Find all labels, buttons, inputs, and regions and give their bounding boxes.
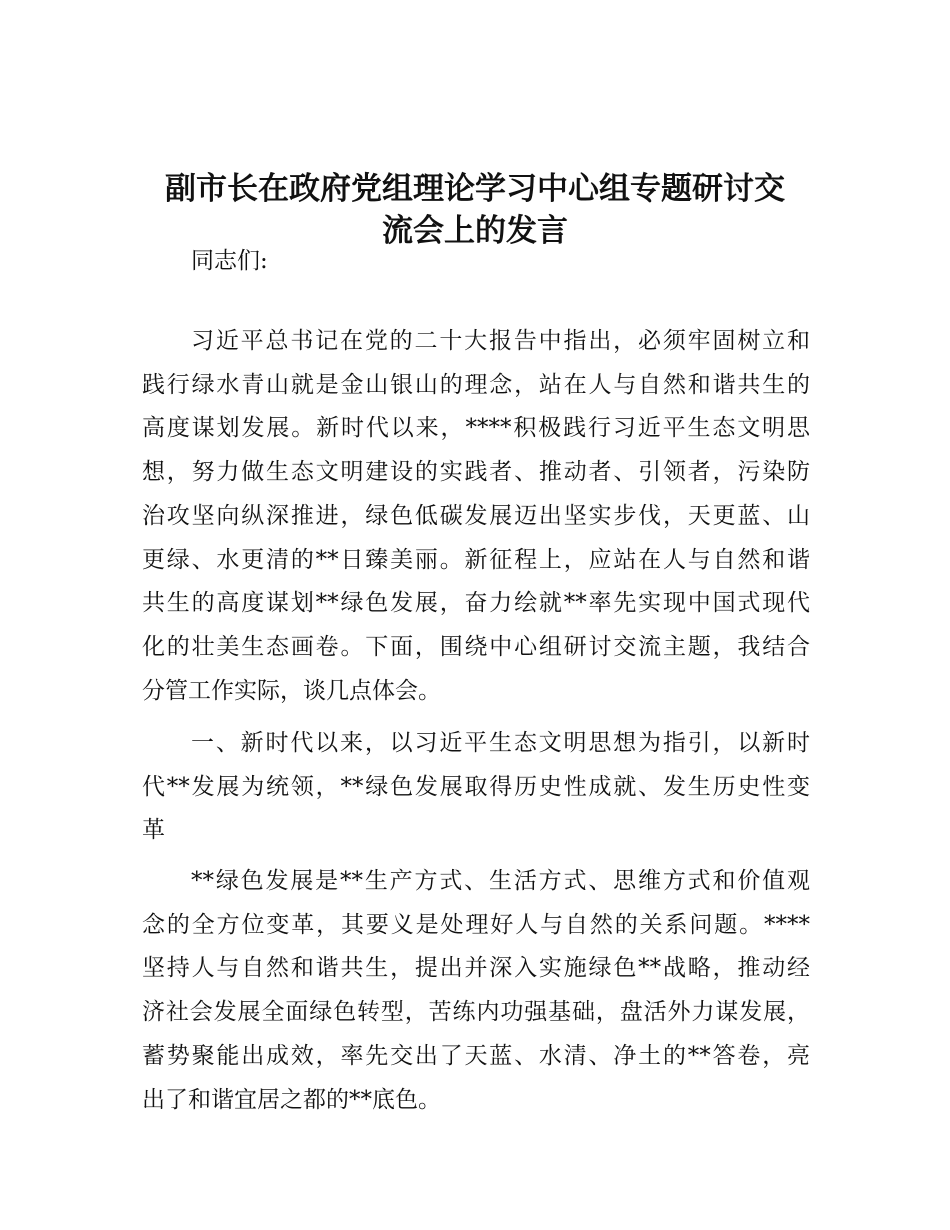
document-title-line-2: 流会上的发言: [382, 213, 568, 249]
paragraph-2-line: 一、新时代以来，以习近平生态文明思想为指引，以新时: [191, 730, 810, 756]
paragraph-3-line: **绿色发展是**生产方式、生活方式、思维方式和价值观: [191, 868, 810, 894]
paragraph-3-line: 蓄势聚能出成效，率先交出了天蓝、水清、净土的**答卷，亮: [142, 1042, 810, 1069]
salutation: 同志们:: [191, 248, 268, 274]
paragraph-1-line: 治攻坚向纵深推进，绿色低碳发展迈出坚实步伐，天更蓝、山: [142, 502, 810, 529]
paragraph-2-line: 代**发展为统领，**绿色发展取得历史性成就、发生历史性变: [142, 773, 810, 800]
paragraph-1-line: 想，努力做生态文明建设的实践者、推动者、引领者，污染防: [142, 459, 810, 486]
paragraph-3-line: 出了和谐宜居之都的**底色。: [142, 1086, 441, 1113]
paragraph-1-line: 高度谋划发展。新时代以来，****积极践行习近平生态文明思: [142, 415, 810, 442]
paragraph-1-line: 化的壮美生态画卷。下面，围绕中心组研讨交流主题，我结合: [142, 633, 810, 660]
paragraph-1-line: 习近平总书记在党的二十大报告中指出，必须牢固树立和: [191, 328, 810, 354]
paragraph-1-line: 分管工作实际，谈几点体会。: [142, 677, 441, 704]
paragraph-3-line: 念的全方位变革，其要义是处理好人与自然的关系问题。****: [142, 911, 810, 938]
paragraph-1-line: 践行绿水青山就是金山银山的理念，站在人与自然和谐共生的: [142, 371, 810, 398]
document-title-line-1: 副市长在政府党组理论学习中心组专题研讨交: [165, 171, 785, 207]
paragraph-2-line: 革: [142, 817, 165, 844]
paragraph-3-line: 坚持人与自然和谐共生，提出并深入实施绿色**战略，推动经: [142, 955, 810, 982]
paragraph-3-line: 济社会发展全面绿色转型，苦练内功强基础，盘活外力谋发展，: [142, 999, 810, 1026]
paragraph-1-line: 共生的高度谋划**绿色发展，奋力绘就**率先实现中国式现代: [142, 590, 810, 617]
paragraph-1-line: 更绿、水更清的**日臻美丽。新征程上，应站在人与自然和谐: [142, 546, 810, 573]
